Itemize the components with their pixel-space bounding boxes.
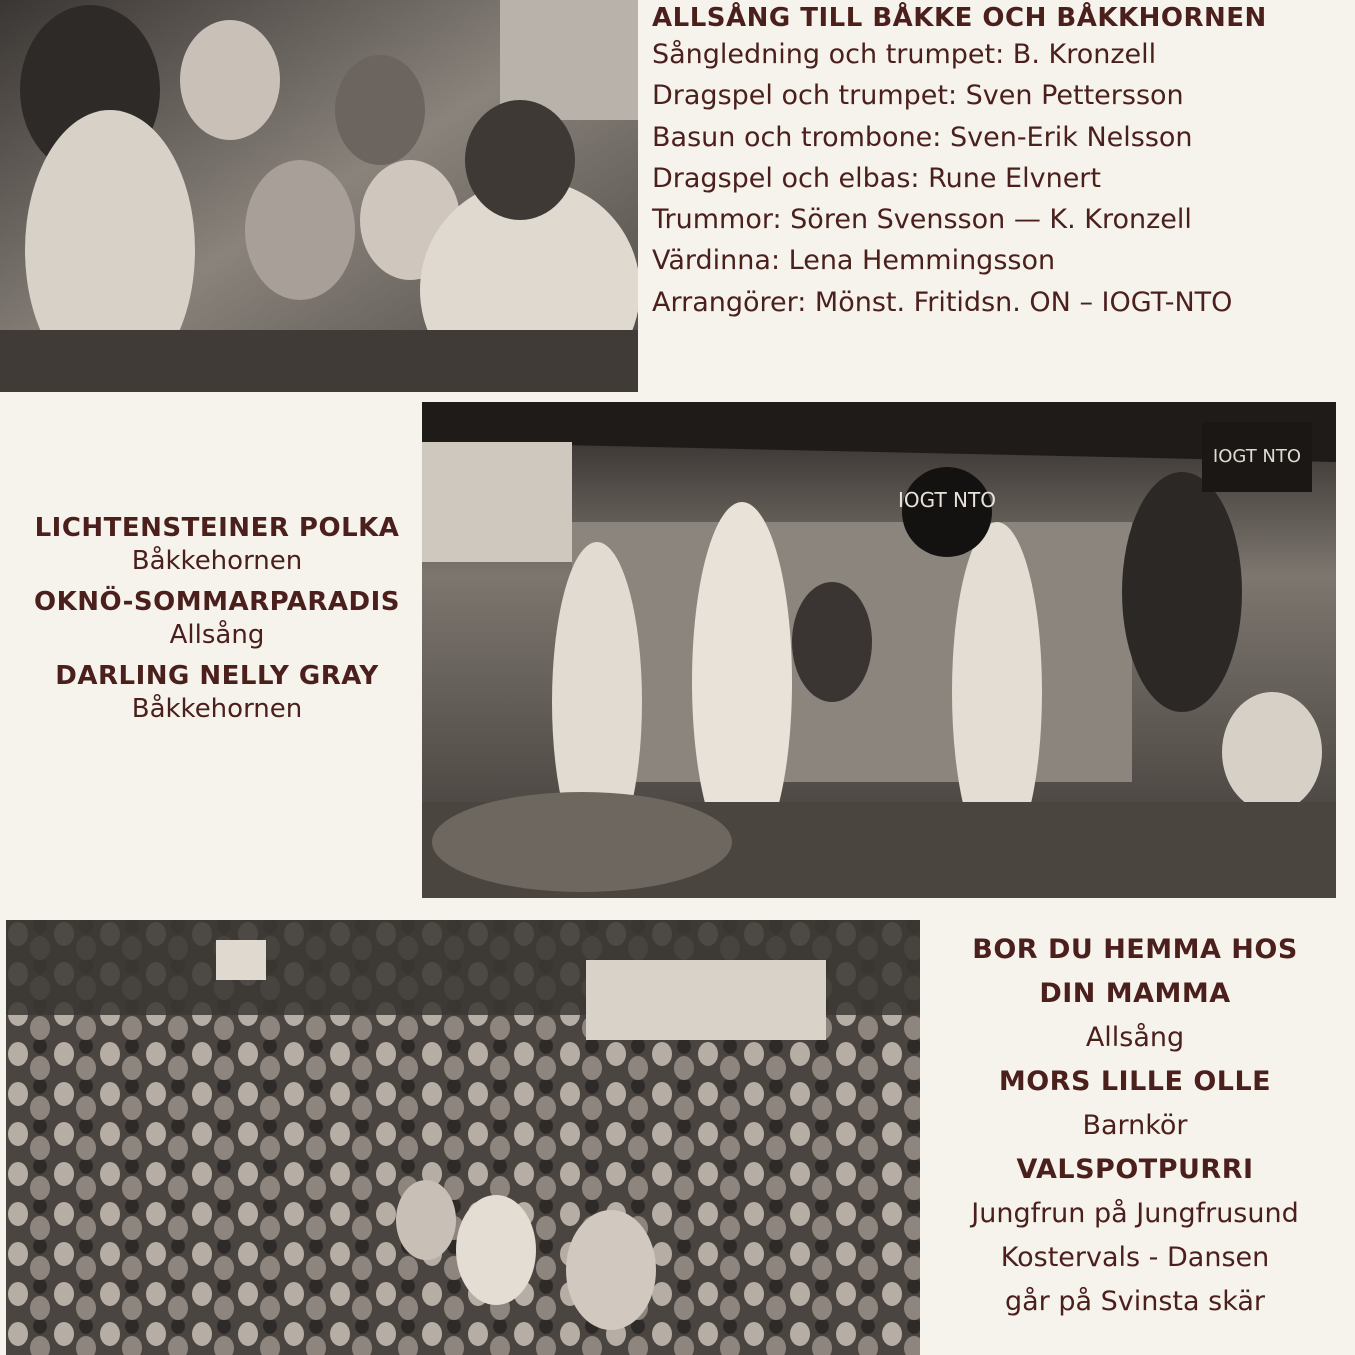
song-performer: Båkkehornen: [131, 694, 303, 724]
credit-line: Dragspel och trumpet: Sven Pettersson: [652, 80, 1184, 112]
credit-line: Trummor: Sören Svensson — K. Kronzell: [652, 204, 1192, 236]
credit-line: Värdinna: Lena Hemmingsson: [652, 245, 1056, 277]
song-performer: Allsång: [1085, 1022, 1185, 1053]
song-title: VALSPOTPURRI: [1016, 1154, 1254, 1185]
photo-children-crowd: [0, 0, 638, 392]
credits-title: ALLSÅNG TILL BÅKKE OCH BÅKKHORNEN: [652, 3, 1267, 33]
stage-sign-text: IOGT NTO: [898, 488, 996, 512]
credits-block: [652, 2, 1352, 323]
song-title: DARLING NELLY GRAY: [55, 661, 379, 691]
song-performer: Allsång: [169, 620, 265, 650]
medley-song: Kostervals - Dansen: [1000, 1242, 1270, 1273]
song-title: LICHTENSTEINER POLKA: [34, 513, 400, 543]
song-title: MORS LILLE OLLE: [998, 1066, 1272, 1097]
photo-band-on-stage: [422, 402, 1336, 898]
song-title: DIN MAMMA: [1039, 978, 1231, 1009]
song-list-bottom: [925, 928, 1345, 1324]
song-performer: Båkkehornen: [131, 546, 303, 576]
song-title: OKNÖ-SOMMARPARADIS: [33, 587, 401, 617]
credit-line: Dragspel och elbas: Rune Elvnert: [652, 162, 1101, 194]
medley-song: går på Svinsta skär: [1004, 1286, 1266, 1317]
credit-line: Basun och trombone: Sven-Erik Nelsson: [652, 121, 1193, 153]
credit-line: Arrangörer: Mönst. Fritidsn. ON – IOGT-NTO: [652, 286, 1233, 318]
song-title: BOR DU HEMMA HOS: [972, 934, 1298, 965]
song-list-middle: [12, 512, 422, 734]
credit-line: Sångledning och trumpet: B. Kronzell: [652, 39, 1157, 70]
medley-song: Jungfrun på Jungfrusund: [971, 1198, 1299, 1229]
song-performer: Barnkör: [1082, 1110, 1188, 1141]
photo-audience-crowd: [6, 920, 920, 1355]
stage-sign-text: IOGT NTO: [1212, 446, 1302, 467]
